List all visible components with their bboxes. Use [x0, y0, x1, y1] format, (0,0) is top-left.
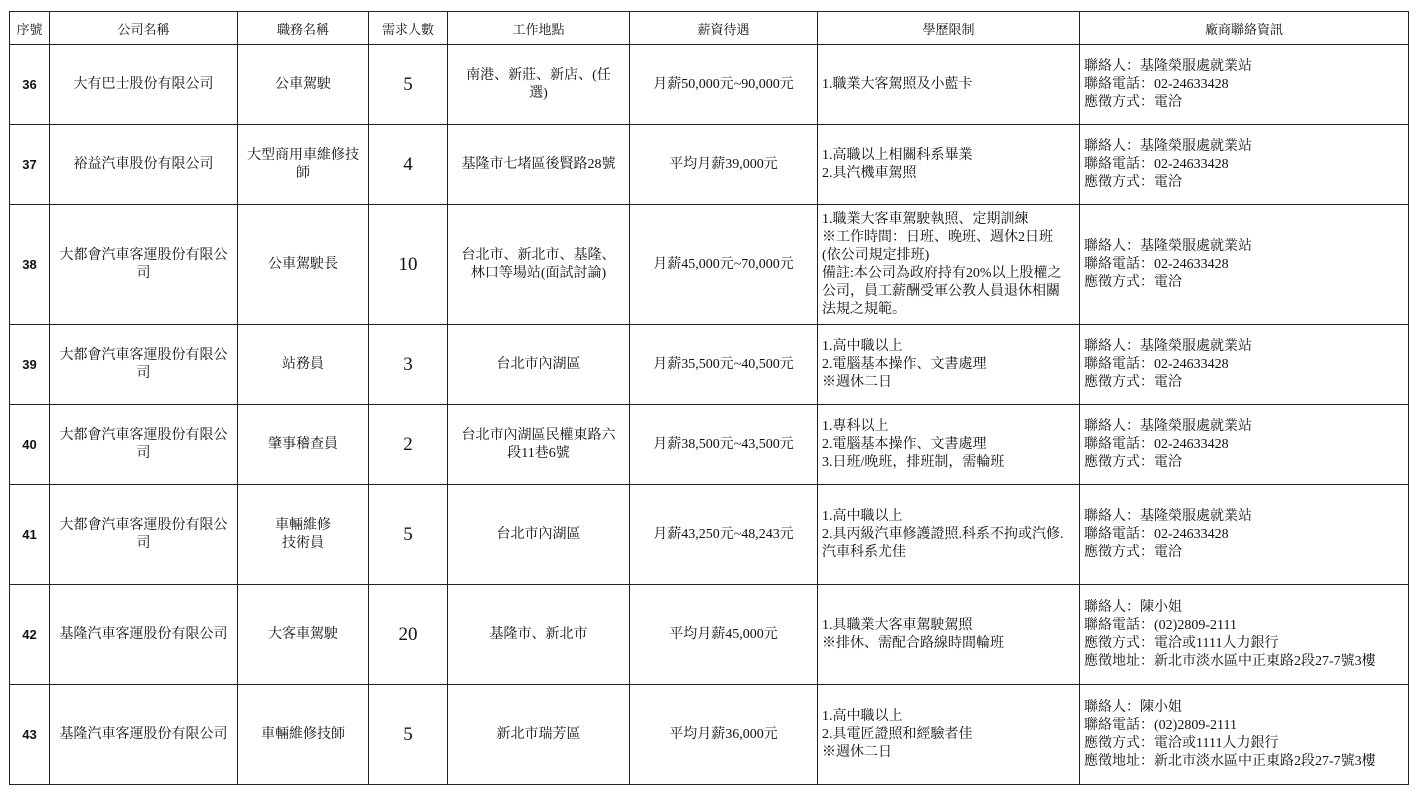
row-no: 41 — [10, 485, 50, 585]
row-location: 台北市、新北市、基隆、 林口等場站(面試討論) — [448, 205, 630, 325]
row-contact: 聯絡人：陳小姐 聯絡電話：(02)2809-2111 應徵方式：電洽或1111人力銀行 應徵地址：新北市淡水區中正東路2段27-7號3樓 — [1080, 585, 1409, 685]
row-requirements: 1.高中職以上 2.電腦基本操作、文書處理 ※週休二日 — [818, 325, 1080, 405]
row-location: 台北市內湖區 — [448, 325, 630, 405]
row-company: 大都會汽車客運股份有限公 司 — [50, 205, 238, 325]
header-contact: 廠商聯絡資訊 — [1080, 12, 1409, 45]
row-title: 公車駕駛長 — [238, 205, 369, 325]
row-salary: 月薪45,000元~70,000元 — [630, 205, 818, 325]
header-title: 職務名稱 — [238, 12, 369, 45]
row-title: 大型商用車維修技 師 — [238, 125, 369, 205]
row-count: 5 — [369, 45, 448, 125]
row-no: 43 — [10, 685, 50, 785]
row-contact: 聯絡人：基隆榮服處就業站 聯絡電話：02-24633428 應徵方式：電洽 — [1080, 125, 1409, 205]
row-salary: 平均月薪39,000元 — [630, 125, 818, 205]
row-location: 基隆市、新北市 — [448, 585, 630, 685]
row-contact: 聯絡人：基隆榮服處就業站 聯絡電話：02-24633428 應徵方式：電洽 — [1080, 485, 1409, 585]
row-no: 37 — [10, 125, 50, 205]
row-no: 40 — [10, 405, 50, 485]
table-row — [10, 125, 1409, 205]
row-title: 公車駕駛 — [238, 45, 369, 125]
row-title: 肇事稽查員 — [238, 405, 369, 485]
row-title: 大客車駕駛 — [238, 585, 369, 685]
row-contact: 聯絡人：陳小姐 聯絡電話：(02)2809-2111 應徵方式：電洽或1111人力銀行 應徵地址：新北市淡水區中正東路2段27-7號3樓 — [1080, 685, 1409, 785]
row-salary: 月薪35,500元~40,500元 — [630, 325, 818, 405]
job-listing-table — [9, 11, 1409, 785]
header-company: 公司名稱 — [50, 12, 238, 45]
table-row — [10, 325, 1409, 405]
row-company: 基隆汽車客運股份有限公司 — [50, 685, 238, 785]
row-no: 42 — [10, 585, 50, 685]
row-location: 新北市瑞芳區 — [448, 685, 630, 785]
row-company: 大都會汽車客運股份有限公 司 — [50, 325, 238, 405]
row-no: 36 — [10, 45, 50, 125]
table-row — [10, 45, 1409, 125]
row-requirements: 1.高中職以上 2.具丙級汽車修護證照.科系不拘或汽修. 汽車科系尤佳 — [818, 485, 1080, 585]
row-no: 39 — [10, 325, 50, 405]
row-title: 車輛維修 技術員 — [238, 485, 369, 585]
row-requirements: 1.高中職以上 2.具電匠證照和經驗者佳 ※週休二日 — [818, 685, 1080, 785]
row-location: 台北市內湖區民權東路六 段11巷6號 — [448, 405, 630, 485]
row-requirements: 1.職業大客駕照及小藍卡 — [818, 45, 1080, 125]
row-contact: 聯絡人：基隆榮服處就業站 聯絡電話：02-24633428 應徵方式：電洽 — [1080, 45, 1409, 125]
header-location: 工作地點 — [448, 12, 630, 45]
header-count: 需求人數 — [369, 12, 448, 45]
row-location: 基隆市七堵區後賢路28號 — [448, 125, 630, 205]
row-location: 台北市內湖區 — [448, 485, 630, 585]
table-row — [10, 485, 1409, 585]
row-count: 4 — [369, 125, 448, 205]
row-company: 裕益汽車股份有限公司 — [50, 125, 238, 205]
table-row — [10, 685, 1409, 785]
row-location: 南港、新莊、新店、(任 選) — [448, 45, 630, 125]
header-row — [10, 12, 1409, 45]
header-no: 序號 — [10, 12, 50, 45]
row-count: 2 — [369, 405, 448, 485]
row-salary: 平均月薪36,000元 — [630, 685, 818, 785]
row-count: 20 — [369, 585, 448, 685]
table-row — [10, 585, 1409, 685]
row-requirements: 1.具職業大客車駕駛駕照 ※排休、需配合路線時間輪班 — [818, 585, 1080, 685]
row-company: 大都會汽車客運股份有限公 司 — [50, 405, 238, 485]
table-row — [10, 405, 1409, 485]
row-company: 大有巴士股份有限公司 — [50, 45, 238, 125]
row-requirements: 1.高職以上相關科系畢業 2.具汽機車駕照 — [818, 125, 1080, 205]
row-requirements: 1.專科以上 2.電腦基本操作、文書處理 3.日班/晚班，排班制，需輪班 — [818, 405, 1080, 485]
row-salary: 月薪50,000元~90,000元 — [630, 45, 818, 125]
row-company: 基隆汽車客運股份有限公司 — [50, 585, 238, 685]
row-count: 10 — [369, 205, 448, 325]
row-title: 車輛維修技師 — [238, 685, 369, 785]
header-salary: 薪資待遇 — [630, 12, 818, 45]
row-salary: 月薪38,500元~43,500元 — [630, 405, 818, 485]
row-requirements: 1.職業大客車駕駛執照、定期訓練 ※工作時間：日班、晚班、週休2日班 (依公司規定排班) 備註:本公司為政府持有20%以上股權之 公司，員工薪酬受軍公教人員退休相關 法規之規範。 — [818, 205, 1080, 325]
row-contact: 聯絡人：基隆榮服處就業站 聯絡電話：02-24633428 應徵方式：電洽 — [1080, 205, 1409, 325]
row-title: 站務員 — [238, 325, 369, 405]
row-count: 5 — [369, 485, 448, 585]
table-row — [10, 205, 1409, 325]
row-count: 5 — [369, 685, 448, 785]
row-salary: 月薪43,250元~48,243元 — [630, 485, 818, 585]
row-company: 大都會汽車客運股份有限公 司 — [50, 485, 238, 585]
row-contact: 聯絡人：基隆榮服處就業站 聯絡電話：02-24633428 應徵方式：電洽 — [1080, 405, 1409, 485]
header-requirements: 學歷限制 — [818, 12, 1080, 45]
row-contact: 聯絡人：基隆榮服處就業站 聯絡電話：02-24633428 應徵方式：電洽 — [1080, 325, 1409, 405]
row-salary: 平均月薪45,000元 — [630, 585, 818, 685]
row-no: 38 — [10, 205, 50, 325]
row-count: 3 — [369, 325, 448, 405]
